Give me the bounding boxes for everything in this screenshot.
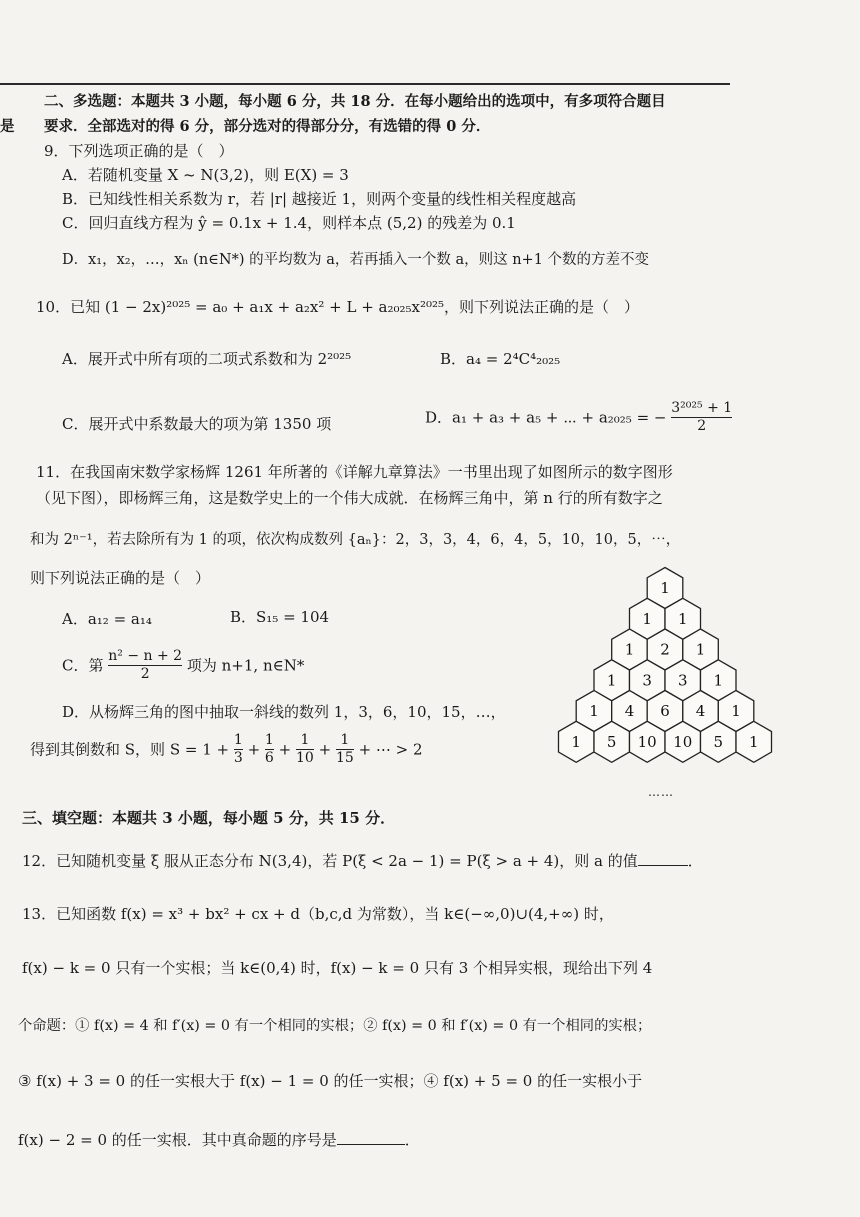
q11-c-denominator: 2 <box>108 665 182 683</box>
section2-header-line1: 二、多选题：本题共 3 小题，每小题 6 分，共 18 分．在每小题给出的选项中，有多项符合题目 <box>44 93 666 110</box>
q11-c-fraction <box>108 648 182 683</box>
q10-d-numerator: 3²⁰²⁵ + 1 <box>671 400 733 416</box>
q9-option-a: A．若随机变量 X ~ N(3,2)，则 E(X) = 3 <box>62 166 349 184</box>
q10-option-d-fraction <box>671 400 732 435</box>
q11-c-suffix: 项为 n+1, n∈N* <box>186 656 305 675</box>
hex-number: 1 <box>731 702 741 720</box>
hex-number: 1 <box>642 609 652 628</box>
q13-line2: f(x) − k = 0 只有一个实根；当 k∈(0,4) 时，f(x) − k = 0 只有 3 个相异实根，现给出下列 4 <box>22 959 653 977</box>
hex-number: 1 <box>695 640 706 659</box>
hex-number: 1 <box>713 671 724 690</box>
frac-den: 15 <box>335 750 354 766</box>
plus-sign: + <box>247 740 261 759</box>
q12-stem: 12．已知随机变量 ξ 服从正态分布 N(3,4)，若 P(ξ < 2a − 1) = P(ξ > a + 4)，则 a 的值 <box>22 852 638 870</box>
q11-option-d-line1: D．从杨辉三角的图中抽取一斜线的数列 1，3，6，10，15，…， <box>62 703 506 721</box>
q11-c-numerator: n² − n + 2 <box>108 648 183 664</box>
q11-line2: （见下图），即杨辉三角，这是数学史上的一个伟大成就．在杨辉三角中，第 n 行的所有数字之 <box>36 489 663 507</box>
frac-den: 3 <box>233 750 243 766</box>
hex-number: 10 <box>637 732 657 751</box>
q13-line4: ③ f(x) + 3 = 0 的任一实根大于 f(x) − 1 = 0 的任一实根；④ f(x) + 5 = 0 的任一实根小于 <box>18 1072 643 1090</box>
frac-num: 1 <box>340 732 350 748</box>
q13-line3: 个命题：① f(x) = 4 和 f′(x) = 0 有一个相同的实根；② f(x) = 0 和 f′(x) = 0 有一个相同的实根； <box>18 1018 652 1034</box>
hex-number: 6 <box>660 702 670 720</box>
hex-number: 1 <box>571 732 581 751</box>
frac-den: 10 <box>295 750 314 766</box>
q13-line5 <box>18 1130 420 1150</box>
q9-option-b: B．已知线性相关系数为 r，若 |r| 越接近 1，则两个变量的线性相关程度越高 <box>62 190 577 208</box>
hex-number: 10 <box>673 732 693 751</box>
hex-number: 4 <box>695 702 706 720</box>
hex-number: 1 <box>624 640 635 659</box>
hex-number: 1 <box>660 579 670 597</box>
q11-d-frac-1 <box>234 732 243 767</box>
hex-number: 3 <box>642 671 652 690</box>
figure-ellipsis: …… <box>648 785 674 799</box>
q11-line3: 和为 2ⁿ⁻¹，若去除所有为 1 的项，依次构成数列 {aₙ}：2，3，3，4，6，4，5，10，10，5，⋯， <box>30 532 681 548</box>
yanghui-triangle-figure <box>548 563 788 803</box>
q10-option-c: C．展开式中系数最大的项为第 1350 项 <box>62 415 332 433</box>
q12-answer-blank[interactable] <box>638 851 688 866</box>
hex-number: 5 <box>606 732 617 751</box>
hex-number: 1 <box>589 702 599 720</box>
hex-number: 1 <box>678 609 688 628</box>
q11-option-b: B．S₁₅ = 104 <box>230 608 330 626</box>
hex-number: 2 <box>660 640 670 659</box>
hex-number: 5 <box>713 732 724 751</box>
q10-option-a: A．展开式中所有项的二项式系数和为 2²⁰²⁵ <box>62 350 352 368</box>
q11-d-frac-3 <box>296 732 314 767</box>
section3-header: 三、填空题：本题共 3 小题，每小题 5 分，共 15 分． <box>22 809 396 827</box>
q11-d-frac-4 <box>336 732 354 767</box>
q11-d-frac-2 <box>265 732 274 767</box>
q11-line4: 则下列说法正确的是（ ） <box>30 569 211 587</box>
q11-c-prefix: C．第 <box>62 656 104 675</box>
q11-option-c <box>62 648 304 683</box>
q13-end: ． <box>404 1131 420 1149</box>
frac-num: 1 <box>233 732 243 748</box>
q11-option-d-line2 <box>30 732 423 767</box>
plus-sign: + <box>318 740 332 759</box>
q9-option-c: C．回归直线方程为 ŷ = 0.1x + 1.4，则样本点 (5,2) 的残差为 0.1 <box>62 214 516 232</box>
section2-header-line2: 要求．全部选对的得 6 分，部分选对的得部分分，有选错的得 0 分． <box>44 118 491 135</box>
hex-number: 1 <box>749 732 759 751</box>
q9-option-d: D．x₁，x₂，…，xₙ (n∈N*) 的平均数为 a，若再插入一个数 a，则这 n+1 个数的方差不变 <box>62 252 650 268</box>
q13-answer-blank[interactable] <box>337 1130 405 1145</box>
q12-text <box>22 851 703 871</box>
q10-stem: 10．已知 (1 − 2x)²⁰²⁵ = a₀ + a₁x + a₂x² + L + a₂₀₂₅x²⁰²⁵，则下列说法正确的是（ ） <box>36 298 640 316</box>
hex-number: 3 <box>678 671 688 690</box>
plus-sign: + <box>278 740 292 759</box>
q13-line1: 13．已知函数 f(x) = x³ + bx² + cx + d（b,c,d 为常数），当 k∈(−∞,0)∪(4,+∞) 时， <box>22 905 614 923</box>
q9-stem: 9．下列选项正确的是（ ） <box>44 142 234 160</box>
frac-num: 1 <box>300 732 310 748</box>
q11-option-a: A．a₁₂ = a₁₄ <box>62 610 152 628</box>
q12-end: ． <box>687 852 703 870</box>
hex-number: 1 <box>606 671 617 690</box>
q11-d-prefix: 得到其倒数和 S，则 S = 1 + <box>30 740 230 759</box>
q11-d-suffix: + ⋯ > 2 <box>358 740 423 759</box>
frac-den: 6 <box>264 750 274 766</box>
q10-option-b: B．a₄ = 2⁴C⁴₂₀₂₅ <box>440 350 561 368</box>
frac-num: 1 <box>264 732 274 748</box>
hex-number: 4 <box>624 702 635 720</box>
q11-line1: 11．在我国南宋数学家杨辉 1261 年所著的《详解九章算法》一书里出现了如图所示的数字图形 <box>36 463 673 481</box>
q10-d-denominator: 2 <box>671 417 732 435</box>
margin-char: 是 <box>0 118 15 135</box>
q10-option-d-prefix: D．a₁ + a₃ + a₅ + ⋯ + a₂₀₂₅ = − <box>425 408 667 427</box>
q10-option-d <box>425 400 732 435</box>
q13-stem-end: f(x) − 2 = 0 的任一实根．其中真命题的序号是 <box>18 1131 337 1149</box>
top-rule <box>0 83 730 85</box>
